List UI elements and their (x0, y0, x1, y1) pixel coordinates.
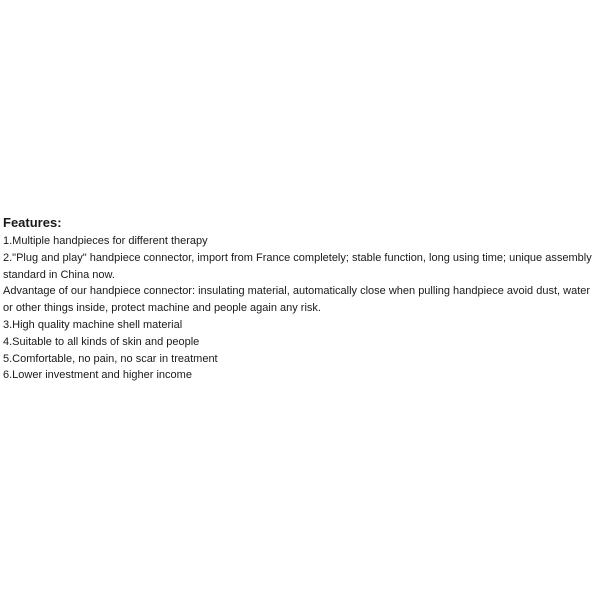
feature-item-skin-suitability: 4.Suitable to all kinds of skin and people (3, 335, 200, 348)
features-section (3, 214, 595, 384)
feature-item-connector-advantage: Advantage of our handpiece connector: insulating material, automatically close when pulling handpiece avoid dust, water or other things inside, protect machine and people again any risk. (3, 285, 591, 315)
feature-item-multiple-handpieces: 1.Multiple handpieces for different therapy (3, 235, 208, 247)
feature-item-plug-and-play: 2."Plug and play" handpiece connector, import from France completely; stable function, long using time; unique assembly standard in China now. (3, 251, 592, 281)
feature-item-comfort: 5.Comfortable, no pain, no scar in treatment (3, 352, 218, 365)
features-list (3, 233, 595, 384)
feature-item-investment: 6.Lower investment and higher income (3, 369, 192, 382)
features-heading: Features: (3, 215, 62, 230)
feature-item-shell-material: 3.High quality machine shell material (3, 318, 183, 331)
